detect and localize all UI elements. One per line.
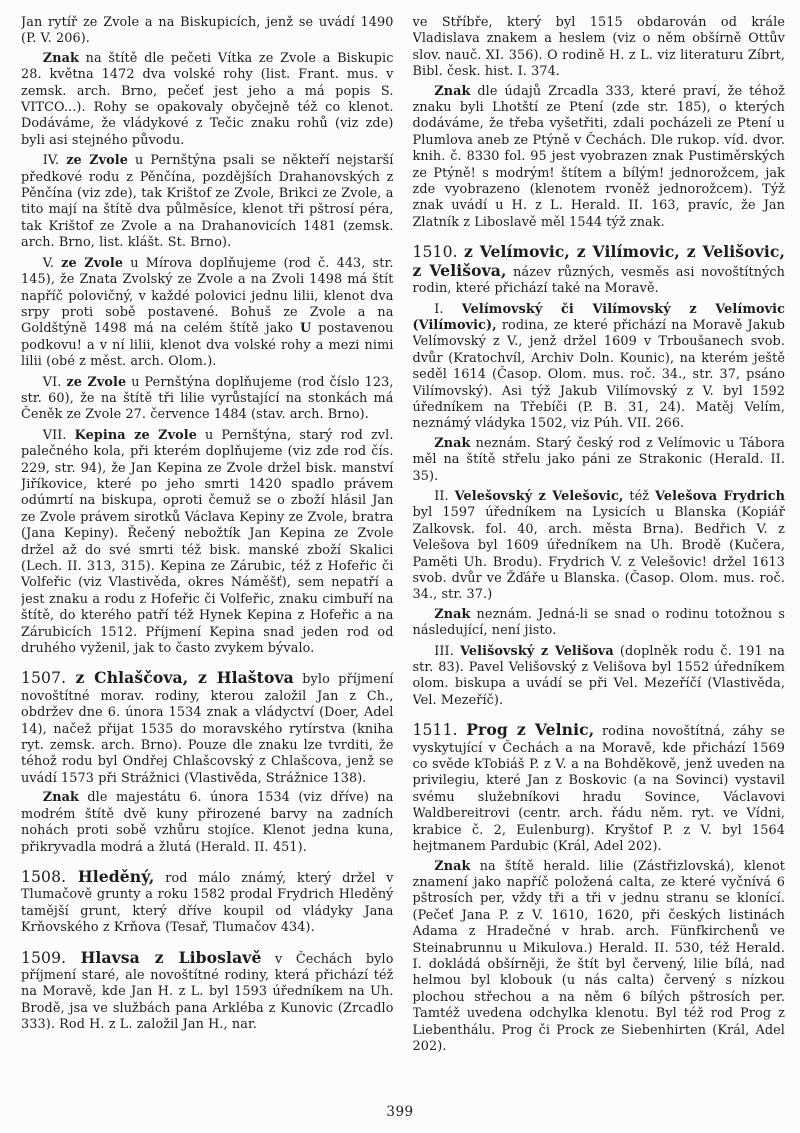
znak-paragraph bbox=[413, 859, 786, 1056]
subentry-I bbox=[413, 302, 786, 433]
body-text: název různých, vesměs asi novoštítných rodin, které přichází také na Moravě. bbox=[412, 264, 785, 297]
entry-headword: 1510. bbox=[412, 243, 464, 262]
page-number: 399 bbox=[386, 1104, 414, 1120]
bold-text: Velešovský z Velešovic, bbox=[454, 488, 624, 504]
body-text: neznám. Jedná-li se snad o rodinu totožnou s následující, není jisto. bbox=[412, 606, 785, 639]
bold-text: Znak bbox=[42, 790, 79, 806]
body-text: dle majestátu 6. února 1534 (viz dříve) na modrém štítě dvě kuny přirozené barvy na zadních nohách proti sobě vzhůru stojíce. Klenot jedna kuna, přikryvadla modrá a žlutá (Herald. II. 451). bbox=[21, 790, 394, 855]
entry-1510 bbox=[413, 244, 786, 297]
body-text: u Mírova doplňujeme (rod č. 443, str. 145), že Znata Zvolský ze Zvole a na Zvoli 1498 má štít napříč polovičný, v každé polovici jednu lilii, klenot dva srpy proti sobě postavené. Bohuš ze Zvole a na Goldštýně 1498 má na celém štítě jako bbox=[21, 255, 394, 337]
body-text: IV. bbox=[42, 153, 67, 169]
znak-paragraph bbox=[21, 51, 394, 149]
bold-text: ze Zvole bbox=[61, 255, 124, 271]
entry-headword: 1508. bbox=[21, 867, 78, 886]
body-text: dle údajů Zrcadla 333, které praví, že téhož znaku byli Lhotští ze Ptení (zde str. 185), o kterých dodáváme, že třeba vyšetřiti, zdali pocházeli ze Ptení u Plumlova aneb ze Ptýně v Čechách. Dle rukop. víd. dvor. knih. č. 8330 fol. 95 jest vyobrazen znak Pustiměrských ze Ptýně! s modrým! štítem a bílým! jednorožcem, jak zde vyobrazeno (klenotem rvoněž jednorožcem). Týž znak uvádí u H. z L. Herald. II. 163, pravíc, že Jan Zlatník z Liboslavě měl 1544 týž znak. bbox=[412, 83, 785, 230]
body-text: u Pernštýna psali se někteří nejstarší předkové rodu z Pěnčína, pozdějších Drahanovských z Pěnčína (viz zde), tak Krištof ze Zvole, Brikci ze Zvole, a tito mají na štítě dva půlměsíce, klenot tři pštrosí péra, tak Krištof ze Zvole a na Drahanovicích 1481 (zemsk. arch. Brno, list. klášt. St. Brno). bbox=[21, 153, 394, 251]
body-text: Jan rytíř ze Zvole a na Biskupicích, jenž se uvádí 1490 (P. V. 206). bbox=[21, 15, 394, 47]
continuation-paragraph bbox=[21, 15, 394, 48]
continuation-paragraph bbox=[413, 15, 786, 81]
subentry-V bbox=[21, 256, 394, 371]
bold-text: Velišovský z Velišova bbox=[460, 643, 614, 659]
bold-text: Znak bbox=[434, 606, 471, 622]
body-text: u Pernštýna doplňujeme (rod číslo 123, str. 60), že na štítě tři lilie vyrůstající na stonkách má Čeněk ze Zvole 27. července 1484 (stav. arch. Brno). bbox=[21, 374, 394, 423]
body-text: postavenou podkovu! a v ní lilii, klenot dva volské rohy a mezi nimi lilii (obé z měst. arch. Olom.). bbox=[21, 321, 394, 370]
body-text: rodina novoštítná, záhy se vyskytující v Čechách a na Moravě, kde přichází 1569 co svěde kTobiáš P. z V. a na Bohděkově, jenž uveden na privilegiu, které Jan z Boskovic (a na Sovinci) vystavil svému služebníkovi hradu Sovince, Václavovi Waldbereitrovi (centr. arch. řádu něm. ryt. ve Vídni, krabice č. 2, Eulenburg). Kryštof P. z V. byl 1564 hejtmanem Pardubic (Král, Adel 202). bbox=[412, 724, 785, 855]
body-text: též bbox=[623, 488, 656, 504]
entry-headword: 1511. bbox=[412, 721, 467, 740]
body-text: neznám. Starý český rod z Velímovic u Tábora měl na štítě střelu jako páni ze Strakonic (Herald. II. 35). bbox=[412, 435, 785, 484]
subentry-VI bbox=[21, 375, 394, 424]
bold-text: ze Zvole bbox=[66, 153, 129, 169]
bold-text: ze Zvole bbox=[66, 374, 127, 390]
bold-text: U bbox=[300, 321, 312, 337]
entry-1507 bbox=[21, 670, 394, 787]
bold-text: Znak bbox=[434, 858, 471, 874]
bold-text: Velímovský či Vilímovský z Velímovic (Vilímovic), bbox=[412, 301, 785, 333]
body-text: rodina, ze které přichází na Moravě Jakub Velímovský z V., jenž držel 1609 v Trboušanech svob. dvůr (Kratochvíl, Archiv Doln. Kounic), na kterém ještě seděl 1614 (Časop. Olom. mus. roč. 34., str. 37, psáno Vilímovský). Asi týž Jakub Vilímovský z V. byl 1592 úředníkem na Třebíči (P. B. 31, 24). Matěj Velím, neznámý vládyka 1502, viz Púh. VII. 266. bbox=[412, 317, 785, 432]
body-text: bylo příjmení novoštítné morav. rodiny, kterou založil Jan z Ch., obdržev dne 6. února 1534 znak a vládyctví (Doer, Adel 14), načež přijat 1535 do moravského rytírstva (kniha ryt. zemsk. arch. Brno). Pouze dle znaku lze tvrditi, že téhož rodu byl Ondřej Chlašcovský z Chlašcova, jenž se uvádí 1573 při Strážnici (Vlastivěda, Strážnice 138). bbox=[21, 672, 394, 786]
entry-1509 bbox=[21, 947, 394, 1034]
body-text: V. bbox=[42, 255, 62, 271]
entry-1508 bbox=[21, 866, 394, 937]
subentry-III bbox=[413, 644, 786, 710]
bold-text: Znak bbox=[434, 83, 471, 99]
body-text: (doplněk rodu č. 191 na str. 83). Pavel Velišovský z Velišova byl 1552 úředníkem olom. biskupa a uvádí se při Vel. Mezeříčí (Vlastivěda, Vel. Mezeříč). bbox=[412, 643, 785, 708]
bold-text: Velešova Frydrich bbox=[655, 488, 785, 504]
body-text: v Čechách bylo příjmení staré, ale novoštítné rodiny, která přichází též na Moravě, kde Jan H. z L. byl 1593 úředníkem na Uh. Brodě, jsa ve službách pana Arkléba z Kunovic (Zrcadlo 333). Rod H. z L. založil Jan H., nar. bbox=[21, 951, 394, 1033]
entry-headword: z Chlaščova, z Hlaštova bbox=[75, 668, 294, 688]
left-column bbox=[21, 15, 394, 1093]
entry-headword: 1509. bbox=[21, 948, 81, 967]
body-text: byl 1597 úředníkem na Lysicích u Blanska (Kopiář Zalkovsk. fol. 40, arch. města Brna). Bedřich V. z Velešova byl 1609 úředníkem na Uh. Brodě (Kučera, Paměti Uh. Brodu). Frydrich V. z Velešovic! držel 1613 svob. dvůr ve Žďáře u Blanska. (Časop. Olom. mus. roč. 34., str. 37.) bbox=[412, 505, 785, 603]
subentry-VII bbox=[21, 428, 394, 658]
body-text: na štítě herald. lilie (Zástřizlovská), klenot znamení jako napříč položená calta, ze které vyčnívá 6 pštrosích per, vždy tři a tři v jednu stranu se klonící. (Pečeť Jana P. z V. 1610, 1620, při českých listinách Adama z Hradečné v hrab. arch. Fünfkirchenů ve Steinabrunnu u Mikulova.) Herald. II. 530, též Herald. I. dokládá obšírněji, že štít byl červený, lilie bílá, nad helmou byl klobouk (u nás calta) červený s nízkou plochou střechou a na něm 6 bílých pštrosích per. Tamtéž uvedena odchylka klenotu. Byl též rod Prog z Liebenthálu. Prog či Prock ze Siebenhirten (Král, Adel 202). bbox=[412, 858, 785, 1054]
entry-headword: Hlavsa z Liboslavě bbox=[80, 947, 262, 967]
entry-headword: Hleděný, bbox=[77, 866, 155, 886]
znak-paragraph bbox=[21, 790, 394, 856]
entry-headword: 1507. bbox=[21, 669, 76, 688]
entry-1511 bbox=[413, 722, 786, 855]
body-text: III. bbox=[434, 643, 461, 659]
znak-paragraph bbox=[413, 436, 786, 485]
bold-text: Znak bbox=[434, 435, 471, 451]
body-text: ve Stříbře, který byl 1515 obdarován od krále Vladislava znakem a heslem (viz o něm obšírně Ottův slov. nauč. XI. 356). O rodině H. z L. viz literaturu Zíbrt, Bibl. česk. hist. I. 374. bbox=[412, 15, 785, 80]
body-text: VI. bbox=[42, 374, 67, 390]
znak-paragraph bbox=[413, 84, 786, 232]
subentry-II bbox=[413, 489, 786, 604]
body-text: rod málo známý, který držel v Tlumačově grunty a roku 1582 prodal Frydrich Hleděný tamější grunt, který dříve koupil od vládyky Jana Krňovského z Krňova (Tesař, Tlumačov 434). bbox=[21, 870, 394, 936]
body-text: VII. bbox=[42, 427, 75, 443]
znak-paragraph bbox=[413, 607, 786, 640]
right-column bbox=[413, 15, 786, 1093]
bold-text: Kepina ze Zvole bbox=[74, 427, 197, 443]
body-text: na štítě dle pečeti Vítka ze Zvole a Biskupic 28. května 1472 dva volské rohy (list. Frant. mus. v zemsk. arch. Brno, pečeť jest jeho a má popis S. VITCO...). Rohy se opakovaly obyčejně též co klenot. Dodáváme, že vládykové z Tečic znaku rohů (viz zde) byli asi stejného původu. bbox=[21, 50, 394, 148]
subentry-IV bbox=[21, 153, 394, 251]
body-text: u Pernštýna, starý rod zvl. palečného kola, při kterém doplňujeme (viz zde rod čís. 229, str. 94), že Jan Kepina ze Zvole držel bisk. manství Jiříkovice, které po jeho smrti 1420 spadlo právem odúmrtí na biskupa, oproti čemuž se o zboží hlásil Jan ze Zvole právem sirotků Václava Kepiny ze Zvole, bratra (Jana Kepiny). Řečený nebožtík Jan Kepina ze Zvole držel až do své smrti též bisk. manské zboží Skalici (Lech. II. 313, 315). Kepina ze Zárubic, též z Hofeřic či Volfeřic (viz Vlastivěda, okres Náměšť), sem nepatří a jest znaku a rodu z Hofeřic či Volfeřic, znaku cimbuří na štítě, do kterého patří též Hynek Kepina z Hofeřic a na Zárubicích 1512. Příjmení Kepina snad jeden rod od druhého vyženil, jak to často zvykem bývalo. bbox=[21, 427, 394, 657]
bold-text: Znak bbox=[42, 50, 79, 66]
entry-headword: z Velímovic, z Vilímovic, z Velišovic, z Velišova, bbox=[412, 242, 785, 280]
body-text: II. bbox=[434, 488, 455, 504]
entry-headword: Prog z Velnic, bbox=[466, 720, 595, 740]
body-text: I. bbox=[434, 301, 462, 317]
